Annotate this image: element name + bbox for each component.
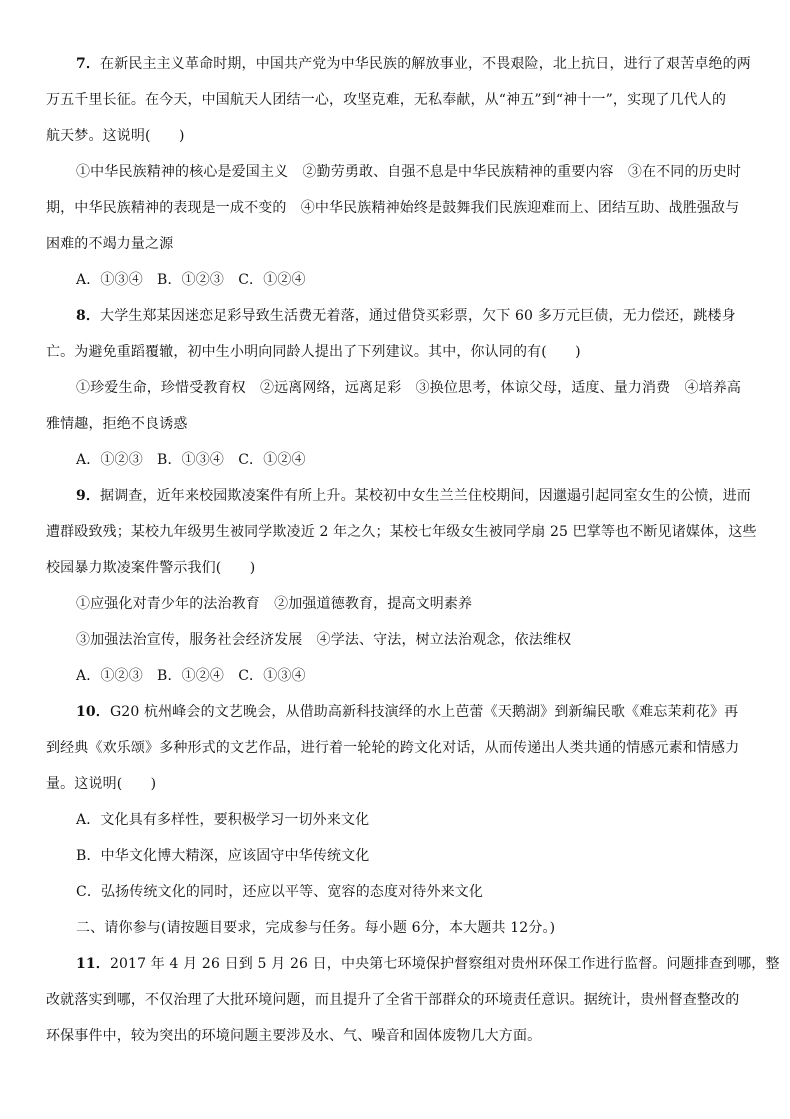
question-number: 11． [76, 956, 110, 972]
answer-options: A．①②③ B．①②④ C．①③④ [76, 668, 306, 684]
question-text: 改就落实到哪，不仅治理了大批环境问题，而且提升了全省干部群众的环境责任意识。据统计，贵州督查整改的 [46, 992, 740, 1008]
question-number: 9． [76, 488, 101, 504]
question-11-line-3 [46, 1026, 746, 1046]
question-9 [76, 486, 751, 506]
statement-line: ①中华民族精神的核心是爱国主义 ②勤劳勇敢、自强不息是中华民族精神的重要内容 ③在不同的历史时 [76, 164, 742, 180]
question-10-line-2 [46, 738, 746, 758]
question-text: 环保事件中，较为突出的环境问题主要涉及水、气、噪音和固体废物几大方面。 [46, 1028, 542, 1044]
statement-line: 困难的不竭力量之源 [46, 236, 174, 252]
question-text: 万五千里长征。在今天，中国航天人团结一心，攻坚克难，无私奉献，从“神五”到“神十一”，实现了几代人的 [46, 92, 727, 108]
question-text: 校园暴力欺凌案件警示我们( ) [46, 560, 256, 576]
question-11-line-2 [46, 990, 746, 1010]
answer-option: B．中华文化博大精深，应该固守中华传统文化 [76, 848, 370, 864]
question-text: 遭群殴致残；某校九年级男生被同学欺凌近 2 年之久；某校七年级女生被同学扇 25 巴掌等也不断见诸媒体，这些 [46, 524, 757, 540]
question-9-options [76, 666, 746, 686]
statement-line: ①应强化对青少年的法治教育 ②加强道德教育，提高文明素养 [76, 596, 473, 612]
question-8-options [76, 450, 746, 470]
statement-line-2 [76, 630, 746, 650]
question-10-option-a [76, 810, 746, 830]
statement-continuation [46, 414, 746, 434]
statement-line: ①珍爱生命，珍惜受教育权 ②远离网络，远离足彩 ③换位思考，体谅父母，适度、量力消费 ④培养高 [76, 380, 742, 396]
question-8 [76, 306, 746, 326]
question-9-line-2 [46, 522, 757, 542]
question-text: 大学生郑某因迷恋足彩导致生活费无着落，通过借贷买彩票，欠下 60 多万元巨债，无力偿还，跳楼身 [100, 308, 736, 324]
answer-option: C．弘扬传统文化的同时，还应以平等、宽容的态度对待外来文化 [76, 884, 484, 900]
statement-line: 期，中华民族精神的表现是一成不变的 ④中华民族精神始终是鼓舞我们民族迎难而上、团结互助、战胜强敌与 [46, 200, 740, 216]
question-text: 量。这说明( ) [46, 776, 157, 792]
answer-option: A．文化具有多样性，要积极学习一切外来文化 [76, 812, 370, 828]
statement-continuation [46, 234, 746, 254]
question-7-line-3 [46, 126, 746, 146]
question-text: G20 杭州峰会的文艺晚会，从借助高新科技演绎的水上芭蕾《天鹅湖》到新编民歌《难忘茉莉花》再 [109, 704, 739, 720]
question-text: 航天梦。这说明( ) [46, 128, 185, 144]
question-7-line-2 [46, 90, 746, 110]
question-8-line-2 [46, 342, 746, 362]
question-text: 2017 年 4 月 26 日到 5 月 26 日，中央第七环境保护督察组对贵州环保工作进行监督。问题排查到哪，整 [109, 956, 780, 972]
statement-line: ③加强法治宣传，服务社会经济发展 ④学法、守法，树立法治观念，依法维权 [76, 632, 572, 648]
question-10-line-3 [46, 774, 746, 794]
question-text: 到经典《欢乐颂》多种形式的文艺作品，进行着一轮轮的跨文化对话，从而传递出人类共通的情感元素和情感力 [46, 740, 740, 756]
question-10 [76, 702, 746, 722]
question-text: 亡。为避免重蹈覆辙，初中生小明向同龄人提出了下列建议。其中，你认同的有( ) [46, 344, 581, 360]
question-11 [76, 954, 780, 974]
question-9-line-3 [46, 558, 746, 578]
question-9-statements [76, 594, 746, 614]
answer-options: A．①②③ B．①③④ C．①②④ [76, 452, 306, 468]
question-7 [76, 54, 751, 74]
statement-line: 雅情趣，拒绝不良诱惑 [46, 416, 188, 432]
question-number: 8． [76, 308, 101, 324]
question-text: 据调查，近年来校园欺凌案件有所上升。某校初中女生兰兰住校期间，因邋遢引起同室女生的公愤，进而 [100, 488, 751, 504]
section-title: 二、请你参与(请按题目要求，完成参与任务。每小题 6分，本大题共 12分。) [76, 920, 556, 936]
question-7-statements [76, 162, 746, 182]
answer-options: A．①③④ B．①②③ C．①②④ [76, 272, 306, 288]
question-8-statements [76, 378, 746, 398]
section-heading [76, 918, 746, 938]
question-text: 在新民主主义革命时期，中国共产党为中华民族的解放事业，不畏艰险，北上抗日，进行了艰苦卓绝的两 [100, 56, 751, 72]
question-7-options [76, 270, 746, 290]
question-10-option-b [76, 846, 746, 866]
statement-continuation [46, 198, 746, 218]
question-number: 10． [76, 704, 110, 720]
question-number: 7． [76, 56, 101, 72]
question-10-option-c [76, 882, 746, 902]
